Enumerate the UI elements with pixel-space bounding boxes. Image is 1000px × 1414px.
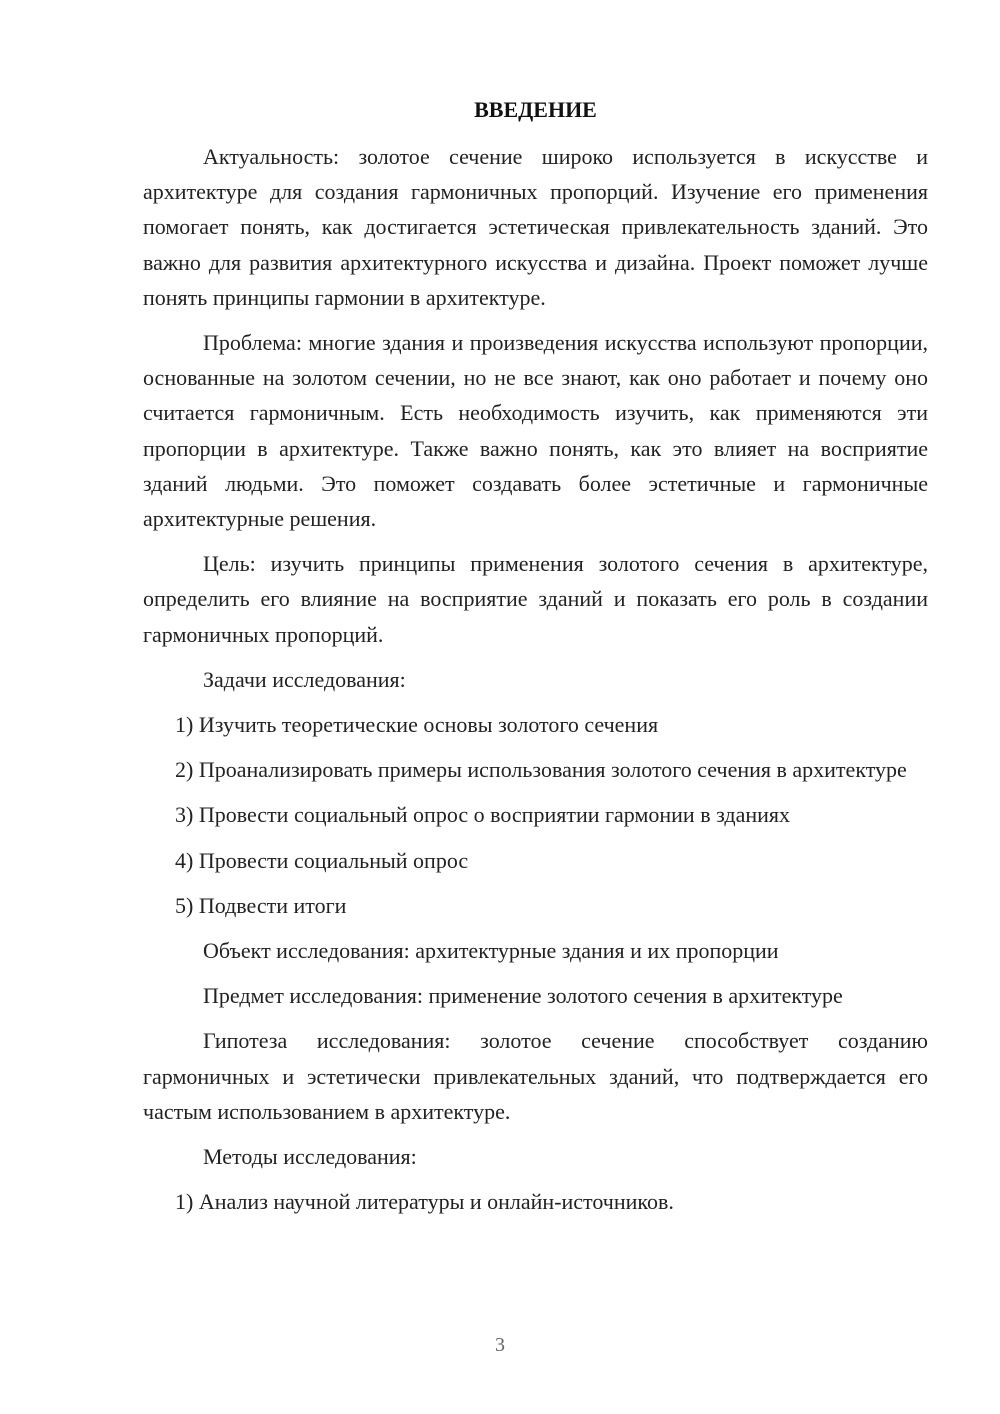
task-item-3: 3) Провести социальный опрос о восприятии гармонии в зданиях [175, 802, 791, 828]
hypothesis-paragraph: Гипотеза исследования: золотое сечение способствует созданию гармоничных и эстетически привлекательных зданий, что подтверждается его частым использованием в архитектуре. [143, 1028, 928, 1124]
task-item-1: 1) Изучить теоретические основы золотого сечения [175, 712, 659, 738]
document-page [143, 94, 928, 1229]
research-subject: Предмет исследования: применение золотого сечения в архитектуре [203, 983, 843, 1009]
tasks-heading: Задачи исследования: [203, 666, 406, 692]
research-object: Объект исследования: архитектурные здания и их пропорции [203, 938, 779, 964]
task-item-5: 5) Подвести итоги [175, 892, 347, 918]
problem-paragraph: Проблема: многие здания и произведения искусства используют пропорции, основанные на золотом сечении, но не все знают, как оно работает и почему оно считается гармоничным. Есть необходимость изучить, как применяются эти пропорции в архитектуре. Также важно понять, как это влияет на восприятие зданий людьми. Это поможет создавать более эстетичные и гармоничные архитектурные решения. [143, 330, 928, 532]
method-item-1: 1) Анализ научной литературы и онлайн-источников. [175, 1189, 674, 1215]
task-item-4: 4) Провести социальный опрос [175, 847, 469, 873]
task-item-2: 2) Проанализировать примеры использования золотого сечения в архитектуре [175, 757, 907, 783]
relevance-paragraph: Актуальность: золотое сечение широко используется в искусстве и архитектуре для создания гармоничных пропорций. Изучение его применения помогает понять, как достигается эстетическая привлекательность зданий. Это важно для развития архитектурного искусства и дизайна. Проект поможет лучше понять принципы гармонии в архитектуре. [143, 144, 928, 310]
page-number: 3 [495, 1334, 505, 1356]
goal-paragraph: Цель: изучить принципы применения золотого сечения в архитектуре, определить его влияние на восприятие зданий и показать его роль в создании гармоничных пропорций. [143, 551, 928, 647]
methods-heading: Методы исследования: [203, 1144, 417, 1170]
page-title: ВВЕДЕНИЕ [474, 97, 597, 122]
